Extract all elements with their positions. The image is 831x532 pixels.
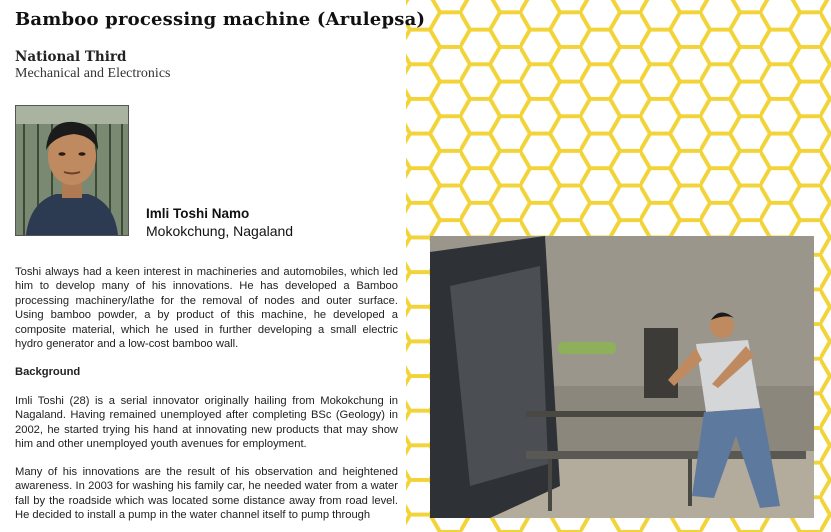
page-title: Bamboo processing machine (Arulepsa) bbox=[15, 9, 426, 30]
award-label: National Third bbox=[15, 49, 127, 65]
category-label: Mechanical and Electronics bbox=[15, 66, 171, 81]
intro-paragraph: Toshi always had a keen interest in machineries and automobiles, which led him to develop many of his innovations. He has developed a Bamboo processing machinery/lathe for the removal of nodes and outer surface. Using bamboo powder, a by product of this machine, he developed a composite material, which he used in further developing a small electric hydro generator and a low-cost bamboo wall. bbox=[15, 266, 398, 351]
innovator-location: Mokokchung, Nagaland bbox=[146, 223, 294, 239]
innovator-portrait bbox=[15, 105, 129, 236]
machine-photo bbox=[430, 236, 814, 518]
background-heading: Background bbox=[15, 366, 81, 378]
observation-paragraph: Many of his innovations are the result of his observation and heightened awareness. In 2003 for washing his family car, he needed water from a water fall by the roadside which was located some distance away from road level. He decided to install a pump in the water channel itself to pump through bbox=[15, 466, 398, 522]
background-paragraph: Imli Toshi (28) is a serial innovator originally hailing from Mokokchung in Nagaland. Having remained unemployed after completing BSc (Geology) in 2002, he started trying his hand at innovating new products that may show him and other unemployed youth avenues for employment. bbox=[15, 395, 398, 451]
innovator-name: Imli Toshi Namo bbox=[146, 206, 250, 221]
